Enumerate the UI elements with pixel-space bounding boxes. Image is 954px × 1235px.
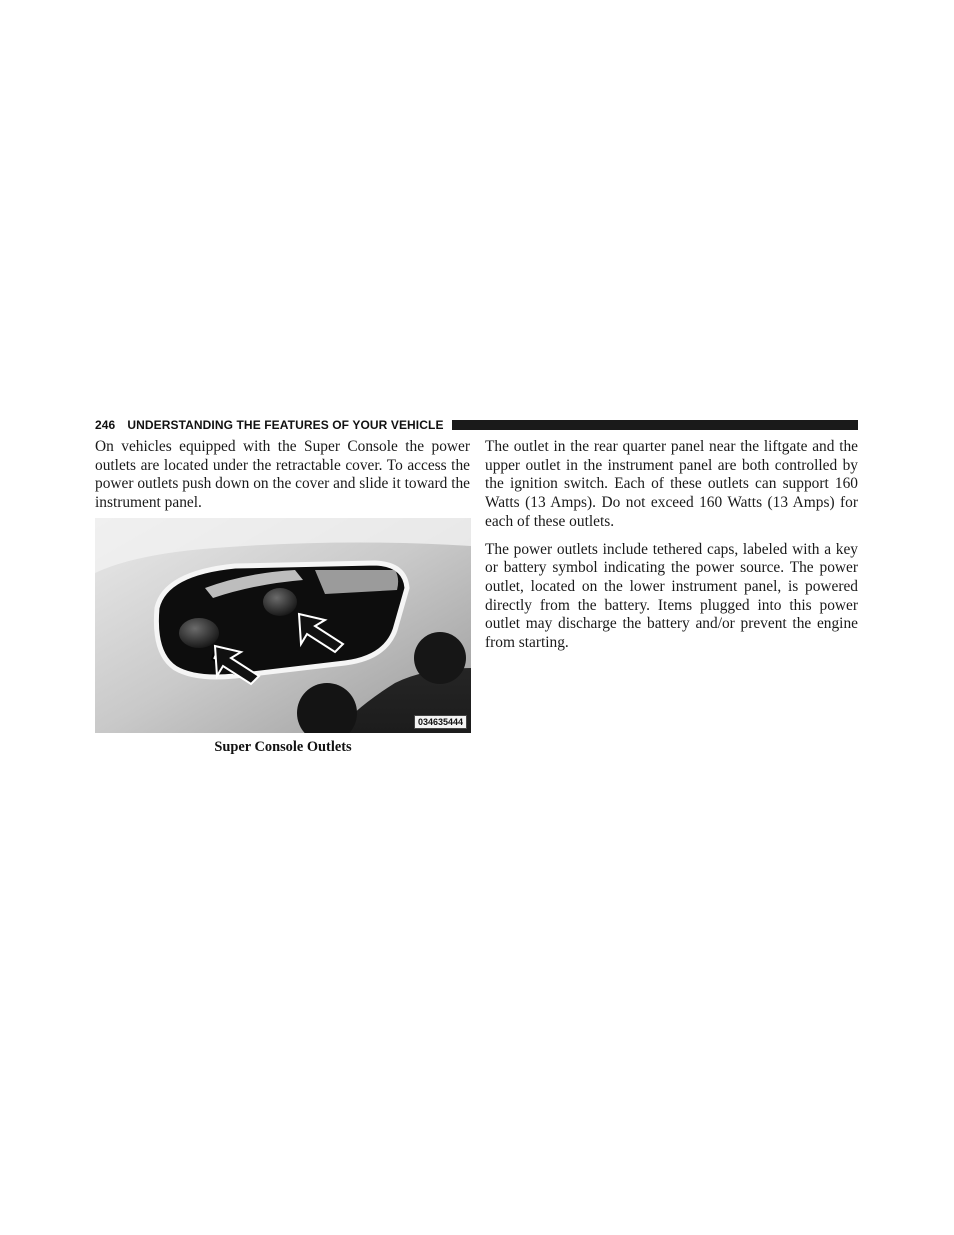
section-title: UNDERSTANDING THE FEATURES OF YOUR VEHICLE <box>127 418 444 432</box>
page-number: 246 <box>95 418 116 432</box>
console-illustration <box>95 518 471 733</box>
power-outlet-cap-key <box>179 618 219 648</box>
power-outlet-cap-battery <box>263 588 297 616</box>
figure-caption: Super Console Outlets <box>214 739 352 755</box>
body-paragraph: On vehicles equipped with the Super Console the power outlets are located under the retractable cover. To access the power outlets push down on the cover and slide it toward the instrument panel. <box>95 438 470 512</box>
header-rule <box>452 420 858 430</box>
body-paragraph: The outlet in the rear quarter panel near the liftgate and the upper outlet in the instrument panel are both controlled by the ignition switch. Each of these outlets can support 160 Watts (13 Amps). Do not exceed 160 Watts (13 Amps) for each of these outlets. <box>485 438 858 530</box>
left-column <box>95 438 470 513</box>
right-column <box>485 438 858 653</box>
body-paragraph: The power outlets include tethered caps, labeled with a key or battery symbol indicating the power source. The power outlet, located on the lower instrument panel, is powered directly from the battery. Items plugged into this power outlet may discharge the battery and/or prevent the engine from starting. <box>485 540 858 652</box>
image-code-label: 034635444 <box>414 715 467 729</box>
super-console-photo <box>95 518 471 733</box>
cup-holder-right <box>414 632 466 684</box>
page-header <box>95 417 858 433</box>
